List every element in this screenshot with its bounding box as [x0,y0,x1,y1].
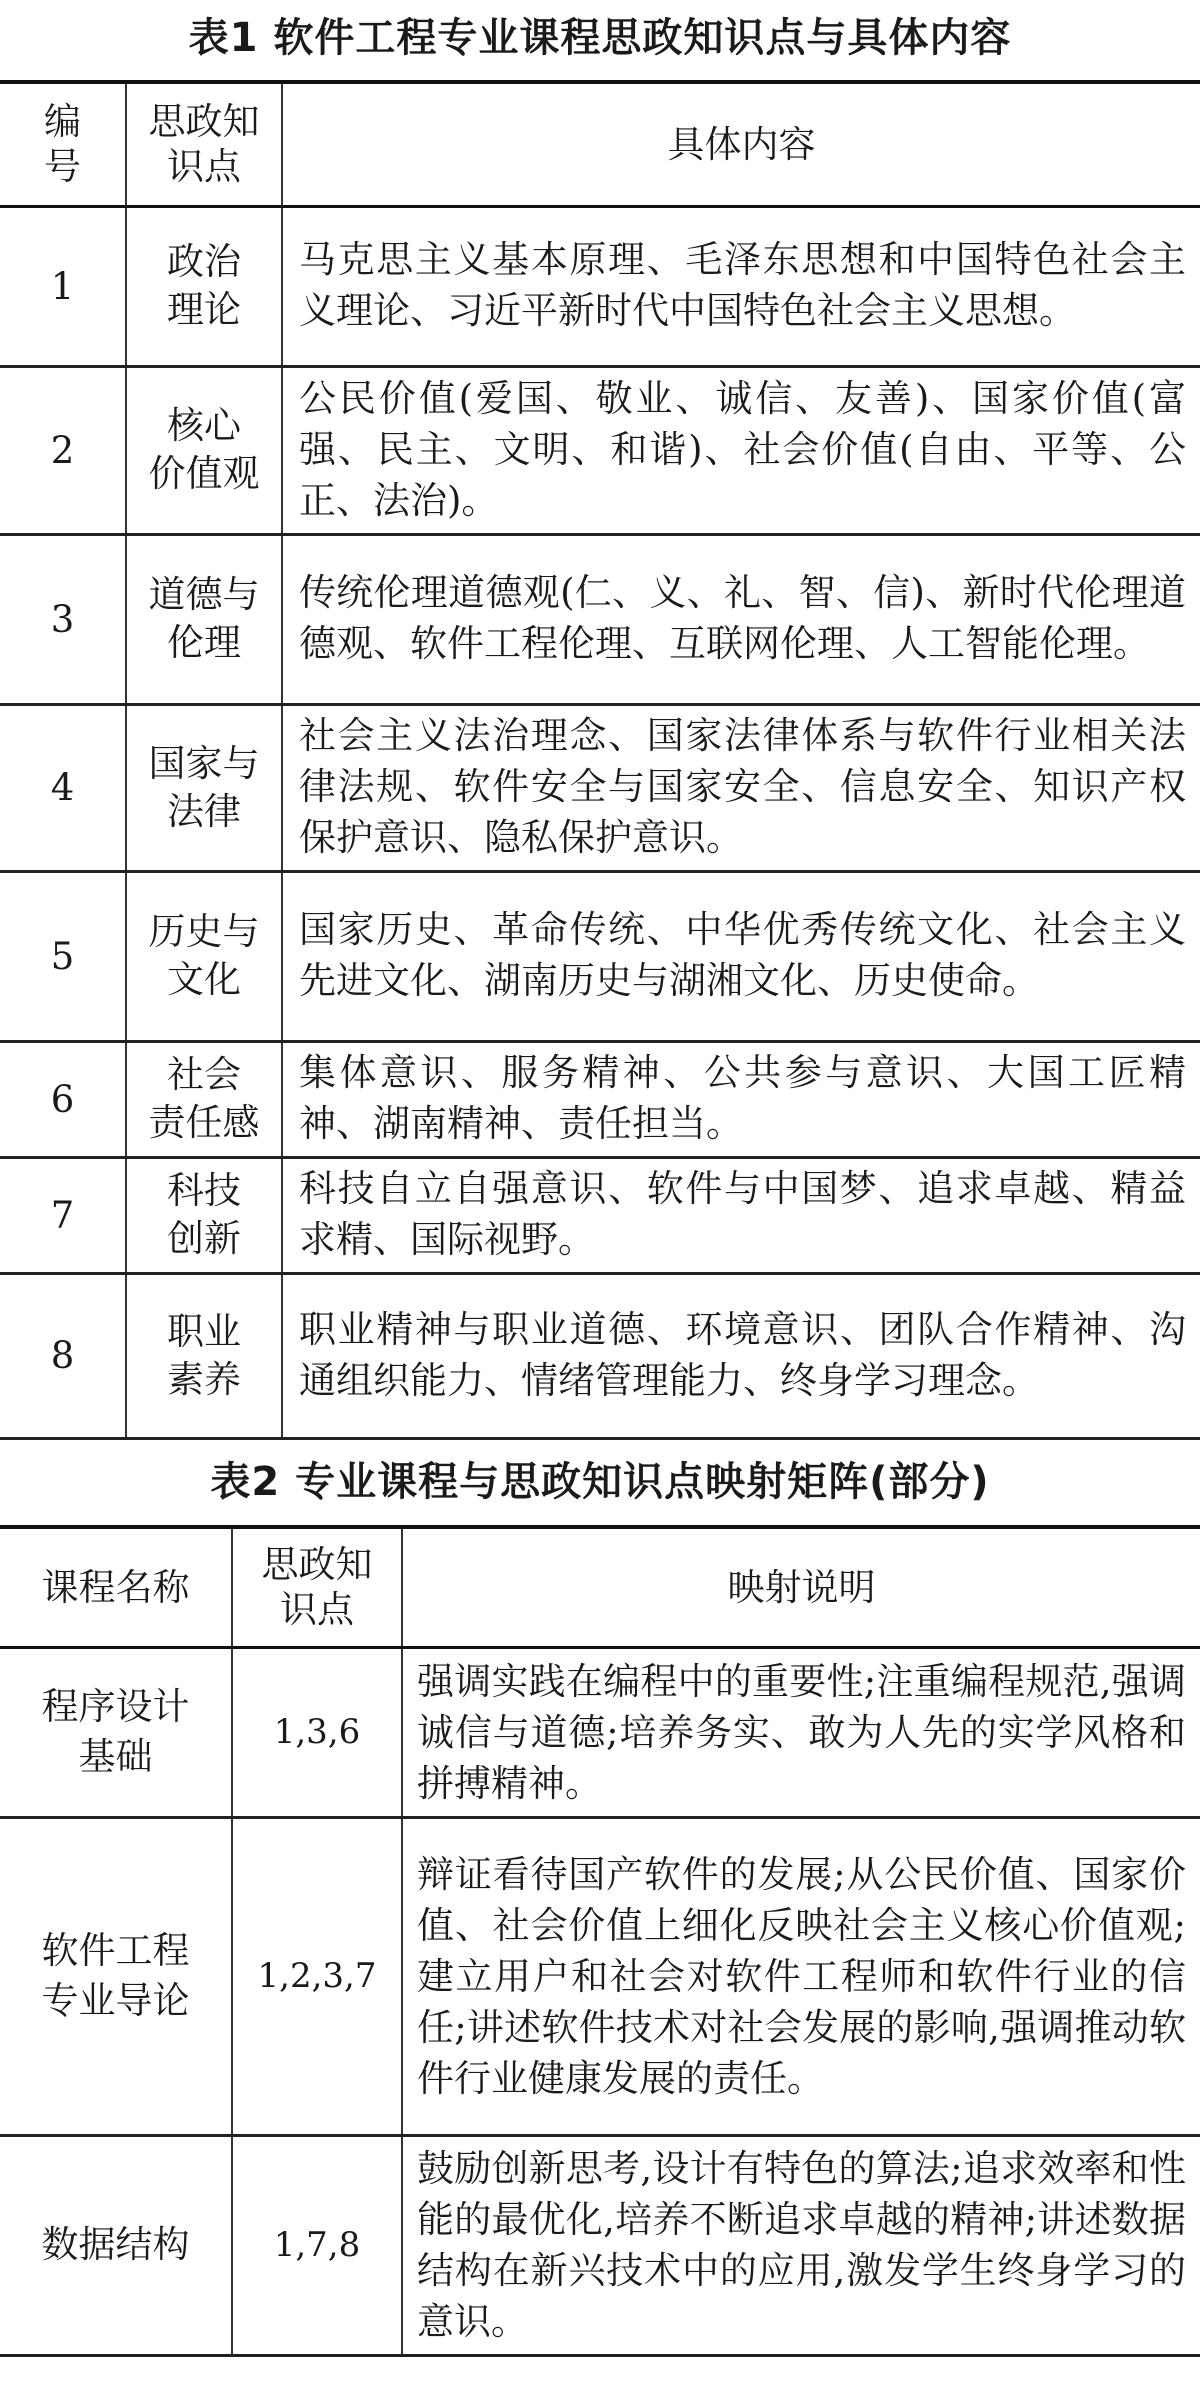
row-topic: 历史与 文化 [126,871,282,1041]
row-number: 3 [0,534,126,704]
table-row [0,871,1200,1041]
row-number: 4 [0,704,126,871]
row-topic: 职业 素养 [126,1273,282,1438]
header-no-line1: 编 号 [44,100,81,189]
row-topic: 社会 责任感 [126,1041,282,1157]
table-row [0,704,1200,871]
row-topic: 国家与 法律 [126,704,282,871]
row-content: 社会主义法治理念、国家法律体系与软件行业相关法律法规、软件安全与国家安全、信息安全、知识产权保护意识、隐私保护意识。 [282,704,1200,871]
row-number: 2 [0,366,126,534]
header-mapping-note: 映射说明 [402,1527,1200,1647]
header-knowledge-points: 思政知 识点 [232,1527,402,1647]
row-content: 国家历史、革命传统、中华优秀传统文化、社会主义先进文化、湖南历史与湖湘文化、历史使命。 [282,871,1200,1041]
row-mapping-note: 鼓励创新思考,设计有特色的算法;追求效率和性能的最优化,培养不断追求卓越的精神;讲述数据结构在新兴技术中的应用,激发学生终身学习的意识。 [402,2135,1200,2355]
table-row [0,1817,1200,2135]
row-knowledge-points: 1,2,3,7 [232,1817,402,2135]
row-course: 数据结构 [0,2135,232,2355]
table-row [0,1273,1200,1438]
table-row [0,2135,1200,2355]
header-topic [126,82,282,206]
row-number: 8 [0,1273,126,1438]
table-row [0,366,1200,534]
row-number: 7 [0,1157,126,1273]
row-content: 职业精神与职业道德、环境意识、团队合作精神、沟通组织能力、情绪管理能力、终身学习理念。 [282,1273,1200,1438]
row-knowledge-points: 1,7,8 [232,2135,402,2355]
table-row [0,1647,1200,1817]
row-content: 集体意识、服务精神、公共参与意识、大国工匠精神、湖南精神、责任担当。 [282,1041,1200,1157]
row-topic: 道德与 伦理 [126,534,282,704]
table2-caption: 表2 专业课程与思政知识点映射矩阵(部分) [210,1459,990,1505]
row-content: 传统伦理道德观(仁、义、礼、智、信)、新时代伦理道德观、软件工程伦理、互联网伦理、人工智能伦理。 [282,534,1200,704]
row-topic: 科技 创新 [126,1157,282,1273]
row-mapping-note: 强调实践在编程中的重要性;注重编程规范,强调诚信与道德;培养务实、敢为人先的实学风格和拼搏精神。 [402,1647,1200,1817]
table-row [0,206,1200,366]
row-topic: 核心 价值观 [126,366,282,534]
row-content: 公民价值(爱国、敬业、诚信、友善)、国家价值(富强、民主、文明、和谐)、社会价值(自由、平等、公正、法治)。 [282,366,1200,534]
course-mapping-table [0,1525,1200,2357]
header-content: 具体内容 [282,82,1200,206]
row-content: 马克思主义基本原理、毛泽东思想和中国特色社会主义理论、习近平新时代中国特色社会主义思想。 [282,206,1200,366]
header-topic-text: 思政知 识点 [148,100,260,189]
row-number: 1 [0,206,126,366]
table1-header-row [0,82,1200,206]
row-content: 科技自立自强意识、软件与中国梦、追求卓越、精益求精、国际视野。 [282,1157,1200,1273]
table-row [0,1041,1200,1157]
row-course: 程序设计 基础 [0,1647,232,1817]
row-knowledge-points: 1,3,6 [232,1647,402,1817]
header-no [0,82,126,206]
row-number: 6 [0,1041,126,1157]
table-row [0,534,1200,704]
row-topic: 政治 理论 [126,206,282,366]
ideology-knowledge-table [0,80,1200,1440]
table1-caption: 表1 软件工程专业课程思政知识点与具体内容 [188,15,1012,61]
header-course: 课程名称 [0,1527,232,1647]
table-row [0,1157,1200,1273]
row-mapping-note: 辩证看待国产软件的发展;从公民价值、国家价值、社会价值上细化反映社会主义核心价值观;建立用户和社会对软件工程师和软件行业的信任;讲述软件技术对社会发展的影响,强调推动软件行业健康发展的责任。 [402,1817,1200,2135]
row-number: 5 [0,871,126,1041]
table2-header-row [0,1527,1200,1647]
row-course: 软件工程 专业导论 [0,1817,232,2135]
